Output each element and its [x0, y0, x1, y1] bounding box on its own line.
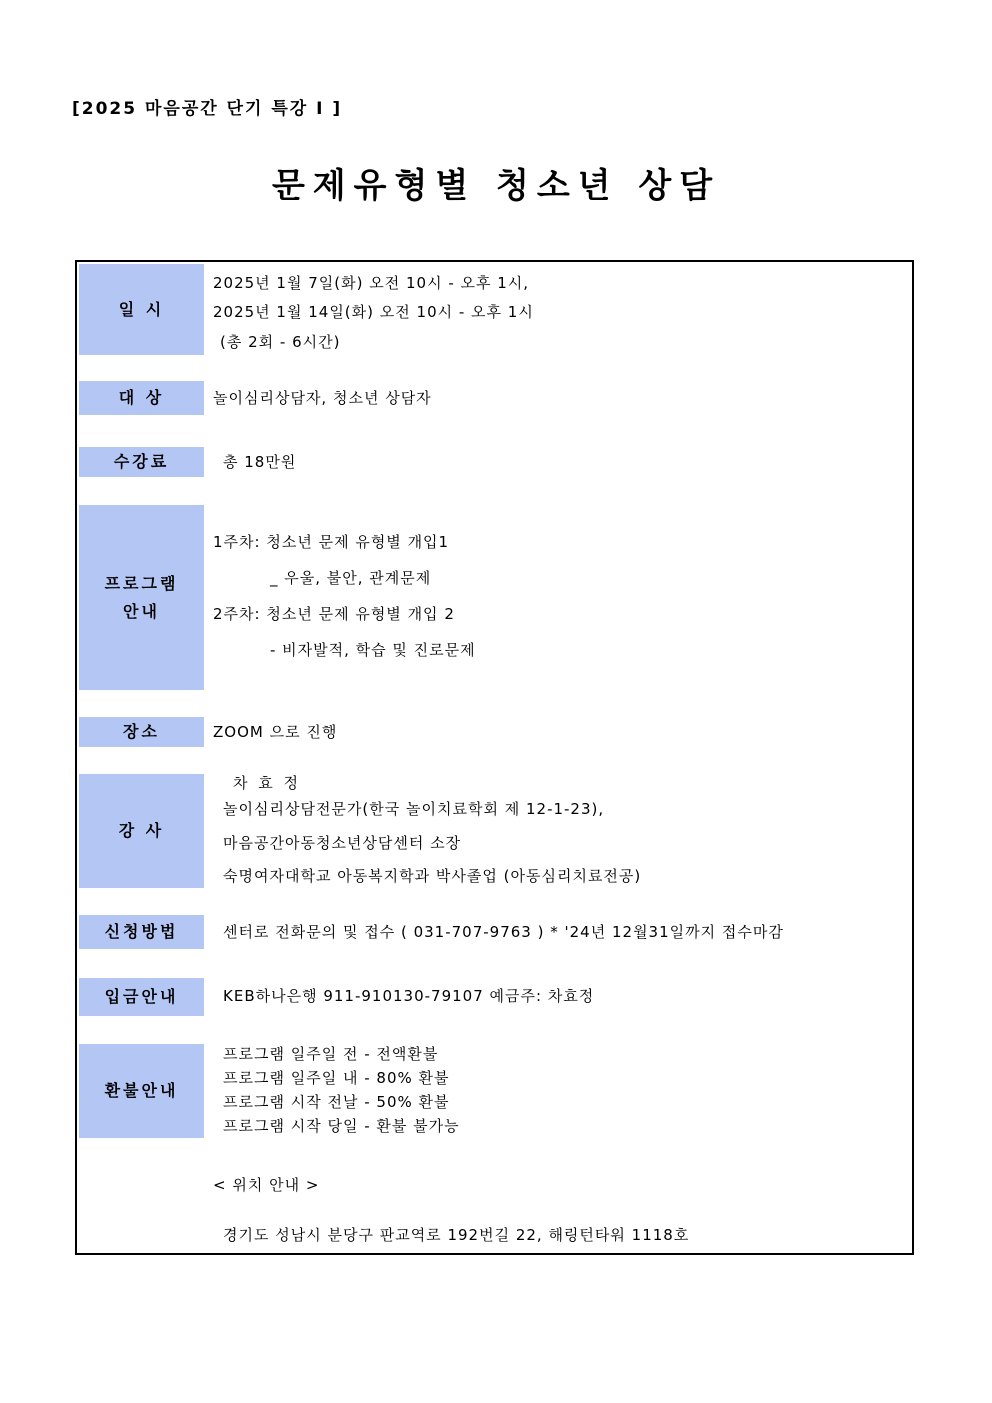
refund-line-4: 프로그램 시작 당일 - 환불 불가능 [223, 1117, 460, 1135]
instructor-line-3: 마음공간아동청소년상담센터 소장 [223, 834, 462, 852]
instructor-name: 차 효 정 [233, 774, 302, 792]
schedule-line-2: 2025년 1월 14일(화) 오전 10시 - 오후 1시 [213, 303, 534, 321]
deposit-label: 입금안내 [79, 978, 204, 1016]
location-address: 경기도 성남시 분당구 판교역로 192번길 22, 해링턴타워 1118호 [223, 1226, 690, 1244]
program-line-1: 1주차: 청소년 문제 유형별 개입1 [213, 533, 450, 551]
program-line-4: - 비자발적, 학습 및 진로문제 [270, 641, 476, 659]
instructor-label: 강 사 [79, 774, 204, 888]
schedule-line-3: (총 2회 - 6시간) [220, 333, 341, 351]
schedule-line-1: 2025년 1월 7일(화) 오전 10시 - 오후 1시, [213, 274, 530, 292]
deposit-value: KEB하나은행 911-910130-79107 예금주: 차효정 [223, 987, 595, 1005]
program-line-3: 2주차: 청소년 문제 유형별 개입 2 [213, 605, 455, 623]
refund-label: 환불안내 [79, 1044, 204, 1138]
info-table [75, 260, 914, 1255]
schedule-label: 일 시 [79, 264, 204, 355]
apply-label: 신청방법 [79, 915, 204, 949]
document-title: 문제유형별 청소년 상담 [271, 166, 721, 206]
refund-line-3: 프로그램 시작 전날 - 50% 환불 [223, 1093, 450, 1111]
location-heading: < 위치 안내 > [213, 1176, 320, 1194]
apply-value: 센터로 전화문의 및 접수 ( 031-707-9763 ) * '24년 12월31일까지 접수마감 [223, 923, 784, 941]
target-value: 놀이심리상담자, 청소년 상담자 [213, 389, 432, 407]
instructor-line-4: 숙명여자대학교 아동복지학과 박사졸업 (아동심리치료전공) [223, 867, 642, 885]
refund-line-2: 프로그램 일주일 내 - 80% 환불 [223, 1069, 450, 1087]
instructor-line-2: 놀이심리상담전문가(한국 놀이치료학회 제 12-1-23), [223, 800, 605, 818]
place-label: 장소 [79, 717, 204, 747]
place-value: ZOOM 으로 진행 [213, 723, 338, 741]
program-line-2: _ 우울, 불안, 관계문제 [270, 569, 432, 587]
refund-line-1: 프로그램 일주일 전 - 전액환불 [223, 1045, 439, 1063]
fee-label: 수강료 [79, 447, 204, 477]
fee-value: 총 18만원 [223, 453, 297, 471]
program-label: 프로그램 안내 [79, 505, 204, 690]
header-label: [2025 마음공간 단기 특강 I ] [72, 99, 343, 119]
target-label: 대 상 [79, 381, 204, 415]
